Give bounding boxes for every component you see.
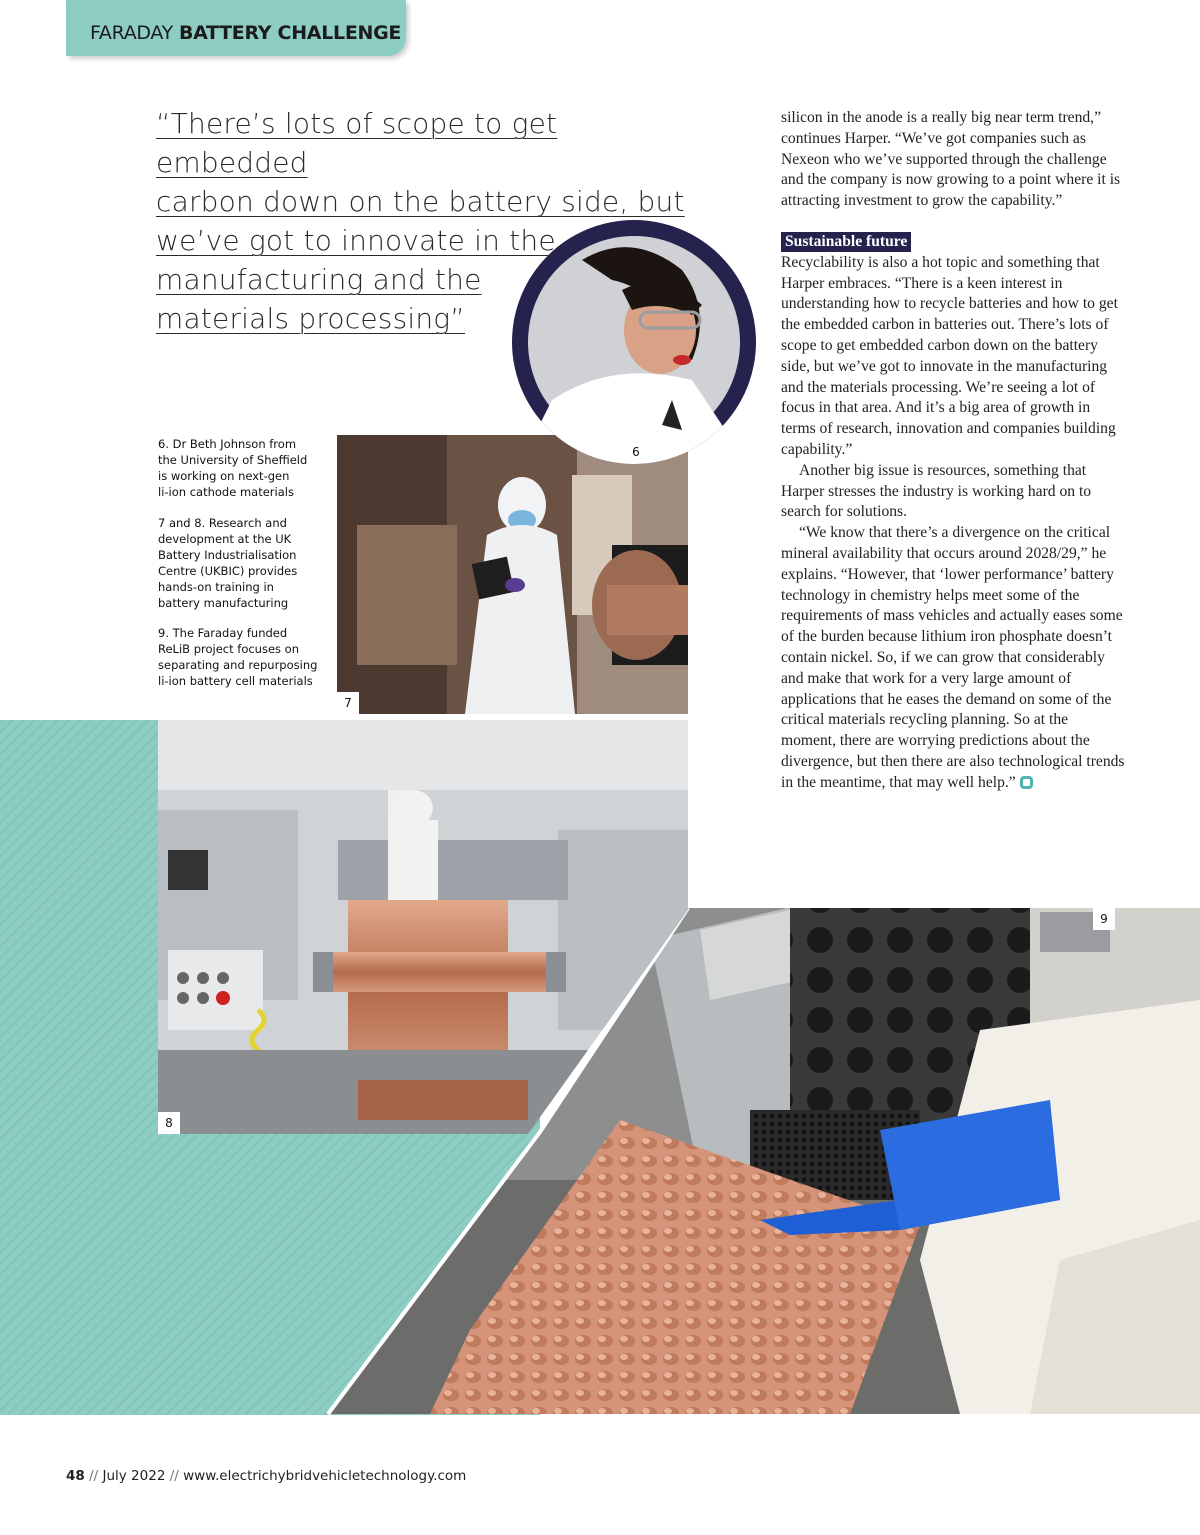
- caption-line: 6. Dr Beth Johnson from: [158, 437, 297, 451]
- page-number: 48: [66, 1468, 85, 1484]
- footer-separator: //: [165, 1468, 184, 1484]
- body-paragraph: Another big issue is resources, something that Harper stresses the industry is working hard on to search for solutions.: [781, 461, 1092, 521]
- caption-line: 7 and 8. Research and: [158, 516, 287, 530]
- caption-line: hands-on training in: [158, 580, 274, 594]
- caption-photo-6: [158, 436, 318, 500]
- body-paragraph: silicon in the anode is a really big near term trend,” continues Harper. “We’ve got companies such as Nexeon who we’ve supported through the challenge and the company is now growing to a point where it is attracting investment to grow the capability.”: [781, 109, 1121, 210]
- caption-line: 9. The Faraday funded: [158, 626, 288, 640]
- pull-quote: [156, 104, 716, 338]
- header-label-bold: BATTERY CHALLENGE: [178, 22, 402, 44]
- caption-line: development at the UK: [158, 532, 292, 546]
- caption-line: li-ion cathode materials: [158, 485, 294, 499]
- photo-9-number: 9: [1093, 908, 1115, 930]
- header-label-light: FARADAY: [90, 22, 173, 44]
- caption-line: Centre (UKBIC) provides: [158, 564, 298, 578]
- article-body-column: [781, 108, 1126, 794]
- body-paragraph: Recyclability is also a hot topic and something that Harper embraces. “There is a keen interest in understanding how to recycle batteries and how to get the embedded carbon in batteries out. There’s lots of scope to get embedded carbon down on the battery side, but we’ve got to innovate in the manufacturing and the materials processing. We’re seeing a lot of focus in that area. And it’s a big area of growth in terms of research, innovation and companies building capability.”: [781, 253, 1118, 458]
- caption-photo-7-8: [158, 515, 318, 611]
- photo-8-coating-line: [158, 720, 688, 1134]
- issue-date: July 2022: [102, 1468, 166, 1484]
- caption-line: ReLiB project focuses on: [158, 642, 299, 656]
- caption-line: battery manufacturing: [158, 596, 289, 610]
- pull-quote-line: materials processing”: [156, 302, 465, 335]
- body-paragraph: “We know that there’s a divergence on the critical mineral availability that occurs around 2028/29,” he explains. “However, that ‘lower performance’ battery technology in chemistry helps meet some of the requirements of mass vehicles and actually eases some of the burden because lithium iron phosphate doesn’t contain nickel. So, if we can grow that considerably and make that work for a very large amount of applications that he eases the demand on some of the critical materials recycling planning. So at the moment, there are worrying predictions about the divergence, but then there are also technological trends in the meantime, that may well help.”: [781, 524, 1125, 791]
- page-footer: [66, 1468, 466, 1484]
- caption-line: li-ion battery cell materials: [158, 674, 313, 688]
- website-url[interactable]: www.electrichybridvehicletechnology.com: [183, 1468, 467, 1484]
- pull-quote-line: “There’s lots of scope to get embedded: [156, 107, 558, 179]
- photo-6-number: 6: [625, 441, 647, 463]
- photo-8-number: 8: [158, 1112, 180, 1134]
- photo-7-number: 7: [337, 692, 359, 714]
- caption-line: Battery Industrialisation: [158, 548, 297, 562]
- section-heading: Sustainable future: [781, 232, 911, 252]
- pull-quote-line: manufacturing and the: [156, 263, 482, 296]
- caption-line: the University of Sheffield: [158, 453, 308, 467]
- end-of-article-icon: [1020, 776, 1033, 789]
- photo-7-lab-technician: [337, 435, 688, 714]
- footer-separator: //: [84, 1468, 103, 1484]
- caption-photo-9: [158, 625, 318, 689]
- caption-line: separating and repurposing: [158, 658, 318, 672]
- pull-quote-line: carbon down on the battery side, but: [156, 185, 685, 218]
- pull-quote-line: we’ve got to innovate in the: [156, 224, 556, 257]
- caption-line: is working on next-gen: [158, 469, 290, 483]
